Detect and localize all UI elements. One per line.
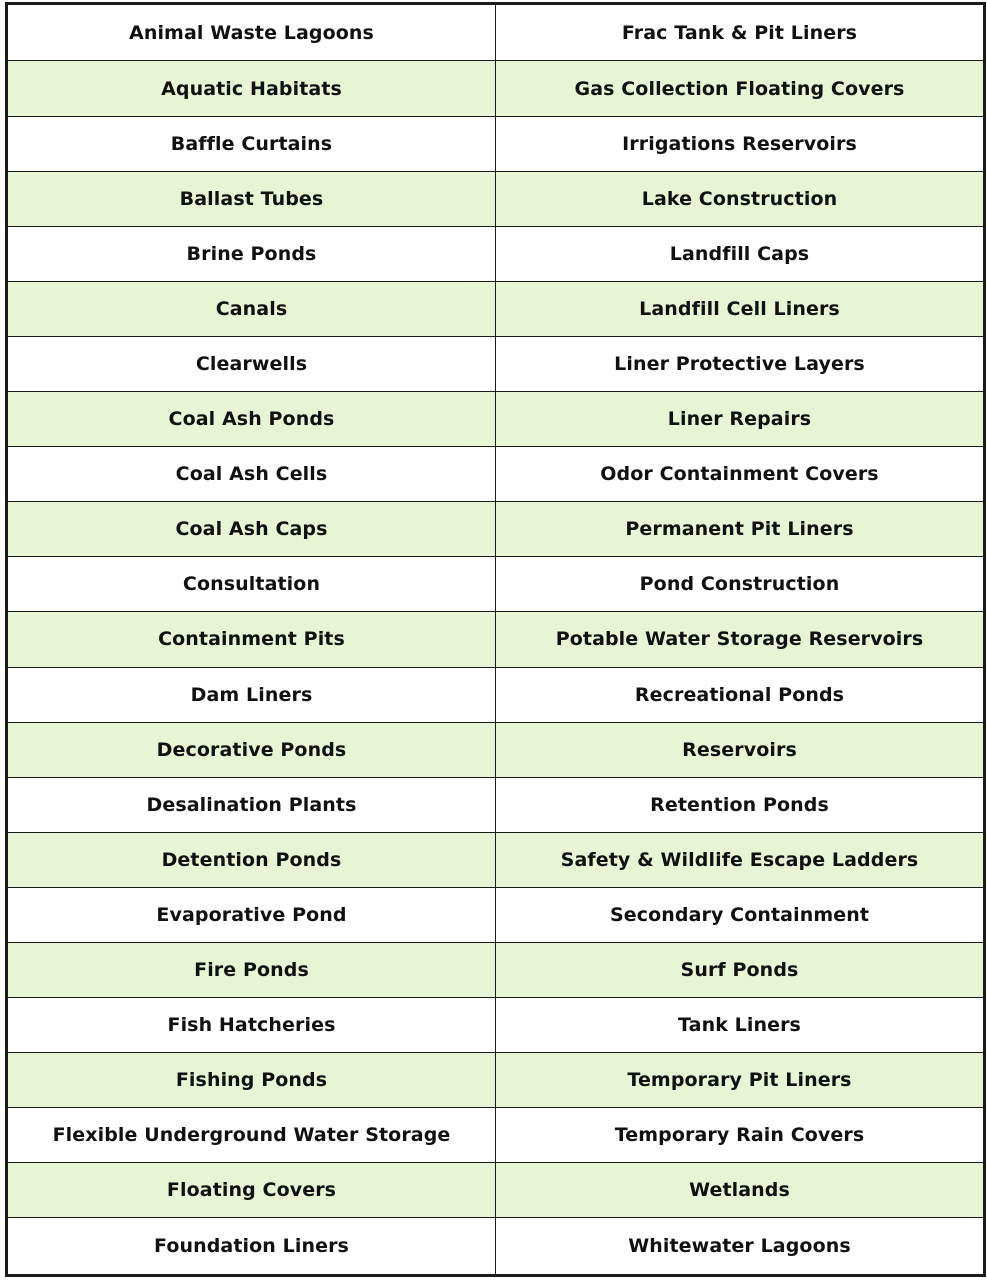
- table-cell-left: Fishing Ponds: [7, 1053, 496, 1108]
- table-row: [7, 171, 985, 226]
- table-cell-right: Safety & Wildlife Escape Ladders: [496, 832, 985, 887]
- table-cell-left: Coal Ash Caps: [7, 502, 496, 557]
- table-row: [7, 392, 985, 447]
- table-cell-left: Coal Ash Ponds: [7, 392, 496, 447]
- table-cell-left: Canals: [7, 281, 496, 336]
- table-cell-left: Fish Hatcheries: [7, 998, 496, 1053]
- table-cell-right: Potable Water Storage Reservoirs: [496, 612, 985, 667]
- table-row: [7, 1163, 985, 1218]
- table-row: [7, 1053, 985, 1108]
- table-cell-left: Evaporative Pond: [7, 887, 496, 942]
- table-cell-left: Brine Ponds: [7, 226, 496, 281]
- table-row: [7, 116, 985, 171]
- table-cell-right: Gas Collection Floating Covers: [496, 61, 985, 116]
- table-row: [7, 667, 985, 722]
- table-row: [7, 998, 985, 1053]
- table-row: [7, 777, 985, 832]
- table-cell-left: Clearwells: [7, 336, 496, 391]
- table-cell-right: Temporary Pit Liners: [496, 1053, 985, 1108]
- table-cell-right: Irrigations Reservoirs: [496, 116, 985, 171]
- table-cell-right: Landfill Caps: [496, 226, 985, 281]
- table-row: [7, 1218, 985, 1276]
- table-cell-right: Frac Tank & Pit Liners: [496, 4, 985, 61]
- table-cell-left: Detention Ponds: [7, 832, 496, 887]
- table-cell-right: Landfill Cell Liners: [496, 281, 985, 336]
- table-cell-right: Tank Liners: [496, 998, 985, 1053]
- table-cell-right: Odor Containment Covers: [496, 447, 985, 502]
- table-row: [7, 226, 985, 281]
- table-cell-left: Desalination Plants: [7, 777, 496, 832]
- table-row: [7, 336, 985, 391]
- table-cell-left: Animal Waste Lagoons: [7, 4, 496, 61]
- table-cell-right: Liner Repairs: [496, 392, 985, 447]
- table-body: [7, 4, 985, 1276]
- table-cell-left: Floating Covers: [7, 1163, 496, 1218]
- table-cell-left: Ballast Tubes: [7, 171, 496, 226]
- table-cell-left: Aquatic Habitats: [7, 61, 496, 116]
- table-cell-right: Recreational Ponds: [496, 667, 985, 722]
- table-row: [7, 502, 985, 557]
- table-row: [7, 942, 985, 997]
- table-cell-left: Containment Pits: [7, 612, 496, 667]
- table-row: [7, 61, 985, 116]
- applications-table: [5, 2, 986, 1277]
- table-row: [7, 1108, 985, 1163]
- table-cell-right: Whitewater Lagoons: [496, 1218, 985, 1276]
- table-cell-right: Lake Construction: [496, 171, 985, 226]
- table-cell-right: Surf Ponds: [496, 942, 985, 997]
- table-row: [7, 281, 985, 336]
- table-cell-right: Permanent Pit Liners: [496, 502, 985, 557]
- table-cell-left: Fire Ponds: [7, 942, 496, 997]
- table-cell-left: Foundation Liners: [7, 1218, 496, 1276]
- table-cell-left: Coal Ash Cells: [7, 447, 496, 502]
- table-row: [7, 832, 985, 887]
- table-cell-right: Reservoirs: [496, 722, 985, 777]
- table-row: [7, 4, 985, 61]
- table-cell-left: Dam Liners: [7, 667, 496, 722]
- table-row: [7, 612, 985, 667]
- table-cell-right: Pond Construction: [496, 557, 985, 612]
- table-row: [7, 722, 985, 777]
- table-cell-right: Wetlands: [496, 1163, 985, 1218]
- table-cell-right: Liner Protective Layers: [496, 336, 985, 391]
- table-cell-right: Temporary Rain Covers: [496, 1108, 985, 1163]
- table-row: [7, 447, 985, 502]
- table-cell-left: Flexible Underground Water Storage: [7, 1108, 496, 1163]
- table-cell-right: Secondary Containment: [496, 887, 985, 942]
- table-row: [7, 887, 985, 942]
- table-cell-left: Baffle Curtains: [7, 116, 496, 171]
- table-cell-left: Consultation: [7, 557, 496, 612]
- table-cell-left: Decorative Ponds: [7, 722, 496, 777]
- table-cell-right: Retention Ponds: [496, 777, 985, 832]
- table-row: [7, 557, 985, 612]
